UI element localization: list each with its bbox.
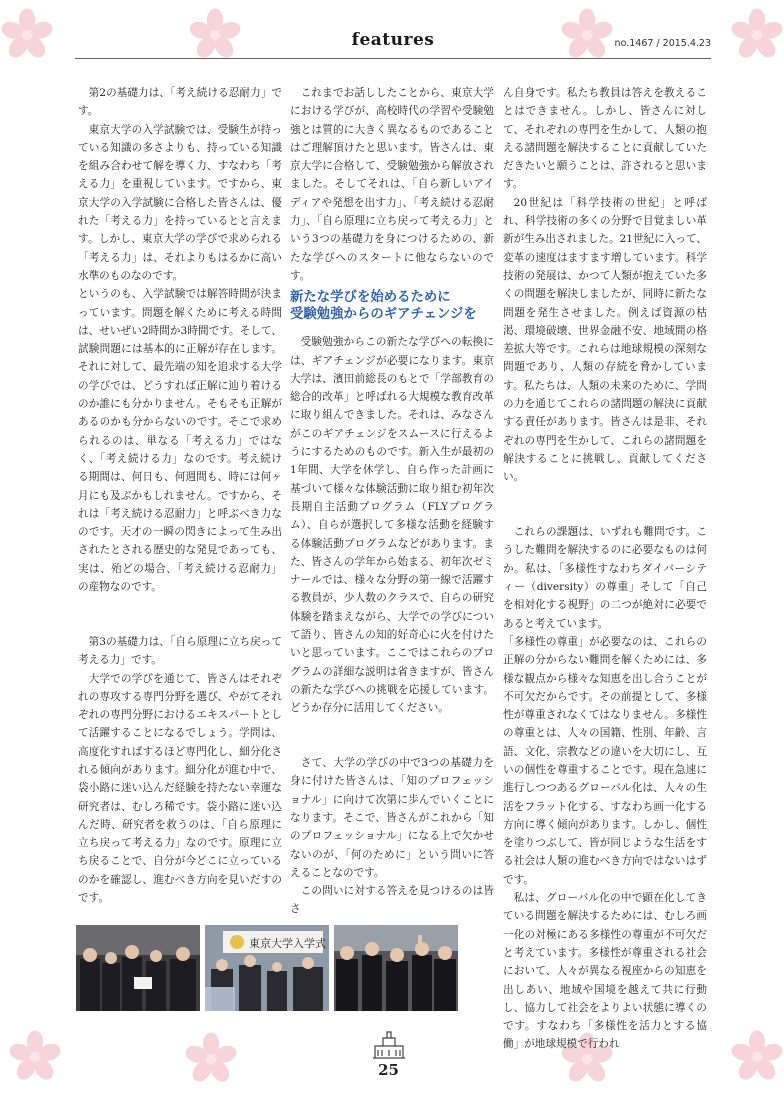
paragraph-spacer [290,718,494,736]
photo-students-group [76,925,200,1011]
paragraph: 大学での学びを通じて、皆さんはそれぞれの専攻する専門分野を選び、やがてそれぞれの専門分野におけるエキスパートとして活躍することになるでしょう。学問は、高度化すればするほど専門化し、細分化される傾向があります。細分化が進む中で、袋小路に迷い込んだ経験を持たない幸運な研究者は、むしろ稀です。袋小路に迷い込んだ時、研究者を救うのは、「自ら原理に立ち戻って考える力」なのです。原理に立ち戻ることで、自分が今どこに立っているのかを確認し、進むべき方向を見いだすのです。 [78,672,282,905]
photo-students-cheering [334,925,458,1011]
paragraph-spacer [290,736,494,754]
page-number: 25 [378,1061,399,1079]
paragraph: 20世紀は「科学技術の世紀」と呼ばれ、科学技術の多くの分野で目覚ましい革新が生み出されました。21世紀に入って、変革の速度はますます増しています。科学技術の発展は、かつて人類が抱えていた多くの問題を解決しましたが、同時に新たな問題を発生させました。例えば資源の枯渇、環境破壊、世界金融不安、地域間の格差拡大等です。これらは地球規模の深刻な問題であり、人類の存続を脅かしています。私たちは、人類の未来のために、学問の力を通じてこれらの諸問題の解決に貢献する責任があります。皆さんは是非、それぞれの専門を生かして、これらの諸問題を解決することに挑戦し、貢献してください。 [503,196,707,484]
section-title: features [351,30,435,50]
issue-info: no.1467 / 2015.4.23 [614,38,711,49]
paragraph: 私は、グローバル化の中で顕在化してきている問題を解決するためには、むしろ画一化の対極にある多様性の尊重が不可欠だと考えています。多様性が尊重される社会において、人々が異なる視座からの知恵を出しあい、地域や国境を越えて共に行動し、協力して社会をよりよい状態に導くのです。すなわち「多様性を活力とする協働」が地球規模で行われ [503,892,707,1051]
subheading-line: 新たな学びを始めるために [290,290,451,306]
paragraph: というのも、入学試験では解答時間が決まっています。問題を解くために考える時間は、せいぜい2時間か3時間です。そして、試験問題には基本的に正解が存在します。それに対して、最先端の知を追求する大学の学びでは、どうすれば正解に辿り着けるのか誰にも分かりません。そもそも正解があるのかも分からないのです。そこで求められるのは、単なる「考える力」ではなく、「考え続ける力」なのです。考え続ける期間は、何日も、何週間も、時には何ヶ月にも及ぶかもしれません。ですから、それは「考え続ける忍耐力」と呼ぶべき力なのです。天才の一瞬の閃きによって生み出されたとされる歴史的な発見であっても、実は、殆どの場合、「考え続ける忍耐力」の産物なのです。 [78,288,282,594]
page-header [75,28,711,62]
text-column-2 [290,84,494,916]
paragraph: 東京大学の入学試験では、受験生が持っている知識の多さよりも、持っている知識を組み合わせて解を導く力、すなわち「考える力」を重視しています。ですから、東京大学の入学試験に合格した皆さんは、優れた「考える力」を持っているとと言えます。しかし、東京大学の学びで求められる「考える力」は、それよりもはるかに高い水準のものなのです。 [78,123,282,282]
sakura-blossom-decoration [0,8,54,62]
paragraph: 第3の基礎力は、「自ら原理に立ち戻って考える力」です。 [78,635,282,667]
paragraph-spacer [503,505,707,523]
ceremony-sign-text: 東京大学入学式 [249,937,326,950]
page-footer [0,1028,777,1079]
paragraph: この問いに対する答えを見つけるのは皆さ [290,885,494,916]
paragraph: これまでお話ししたことから、東京大学における学びが、高校時代の学習や受験勉強とは質的に大きく異なるものであることはご理解頂けたと思います。皆さんは、東京大学に合格して、受験勉強から解放されました。そしてそれは、「自ら新しいアイディアや発想を出す力」、「考え続ける忍耐力」、「自ら原理に立ち戻って考える力」という3つの基礎力を身につけるための、新たな学びへのスタートに他ならないのです。 [290,87,494,282]
header-rule [75,58,711,59]
subheading-line: 受験勉強からのギアチェンジを [290,307,477,323]
paragraph: ん自身です。私たち教員は答えを教えることはできません。しかし、皆さんに対して、それぞれの専門を生かして、人類の抱える諸問題を解決することに貢献していただきたいと願うことは、許されると思います。 [503,87,707,191]
paragraph: さて、大学の学びの中で3つの基礎力を身に付けた皆さんは、「知のプロフェッショナル」に向けて次第に歩んでいくことになります。そこで、皆さんがこれから「知のプロフェッショナル」になる上で欠かせないのが、「何のために」という問いに答えることなのです。 [290,757,494,879]
sakura-blossom-decoration [730,8,784,62]
paragraph-spacer [78,615,282,633]
paragraph: 第2の基礎力は、「考え続ける忍耐力」です。 [78,87,282,118]
paragraph-spacer [78,596,282,614]
paragraph: 受験勉強からこの新たな学びへの転換には、ギアチェンジが必要になります。東京大学は、濱田前総長のもとで「学部教育の総合的改革」と呼ばれる大規模な教育改革に取り組んできました。それは、みなさんがこのギアチェンジをスムースに行えるようにするためのものです。新入生が最初の1年間、大学を休学し、自ら作った計画に基づいて様々な体験活動に取り組む初年次長期自主活動プログラム（FLYプログラム）、自らが選択して多様な活動を経験する体験活動プログラムなどがあります。また、皆さんの学年から始まる、初年次ゼミナールでは、様々な分野の第一線で活躍する教員が、少人数のクラスで、自らの研究体験を踏まえながら、大学での学びについて語り、皆さんの知的好奇心に火を付けたいと思っています。ここではこれらのプログラムの詳細な説明は省きますが、皆さんの新たな学びへの挑戦を応援しています。どうか存分に活用してください。 [290,336,494,715]
paragraph: 「多様性の尊重」が必要なのは、これらの正解の分からない難問を解くためには、多様な観点から様々な知恵を出し合うことが不可欠だからです。その前提として、多様性が尊重されなくてはなりません。多様性の尊重とは、人々の国籍、性別、年齢、言語、文化、宗教などの違いを大切にし、互いの個性を尊重することです。現在急速に進行しつつあるグローバル化は、人々の生活をフラット化する、すなわち画一化する方向に導く傾向があります。しかし、個性を塗りつぶして、皆が同じような生活をする社会は人類の進むべき方向ではないはずです。 [503,635,707,886]
paragraph: これらの課題は、いずれも難問です。こうした難問を解決するのに必要なものは何か。私は、「多様性すなわちダイバーシティー（diversity）の尊重」そして「自己を相対化する視野」の二つが絶対に必要であると考えています。 [503,526,707,630]
section-subheading [290,289,494,323]
paragraph-spacer [503,487,707,505]
text-column-3 [503,84,707,1051]
photo-entrance-ceremony-sign [205,925,329,1011]
building-logo-icon [369,1028,409,1062]
text-column-1 [78,84,282,905]
